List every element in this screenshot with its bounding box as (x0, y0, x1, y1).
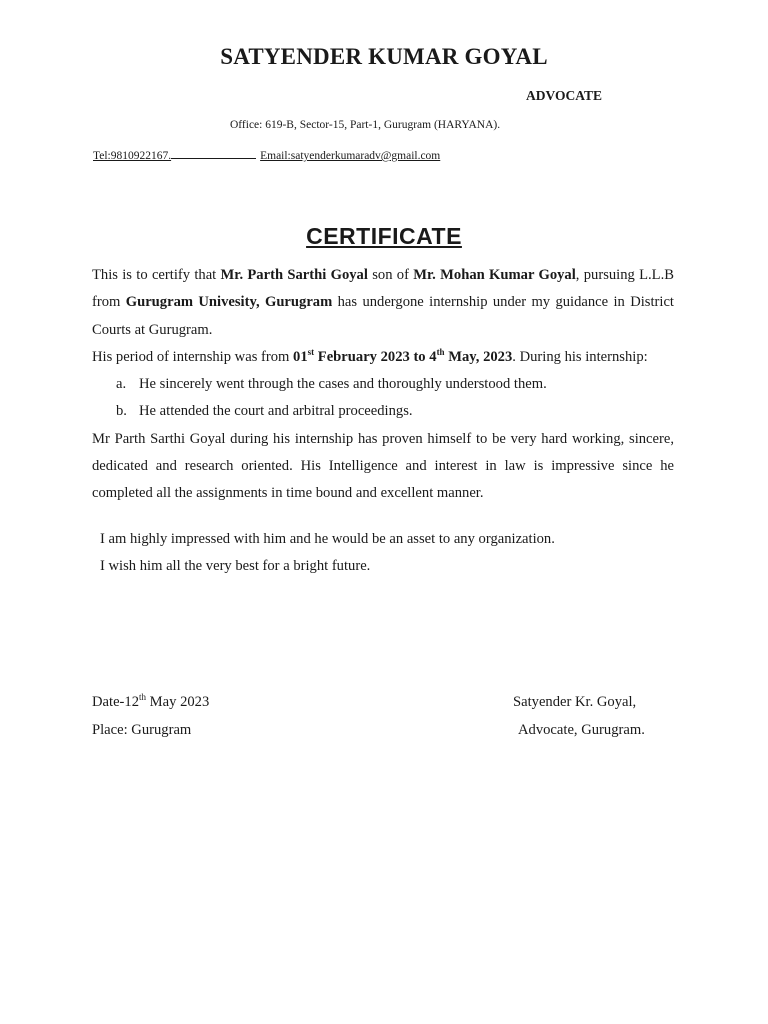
internship-period: 01st February 2023 to 4th May, 2023 (293, 347, 513, 365)
signature-block (92, 688, 674, 744)
signatory-name: Satyender Kr. Goyal, (513, 694, 637, 710)
list-item (92, 398, 674, 425)
signatory-designation: Advocate, Gurugram. (518, 722, 645, 738)
internship-activity-list (92, 371, 674, 426)
letterhead-name: SATYENDER KUMAR GOYAL (220, 44, 548, 69)
letterhead-email: Email:satyenderkumaradv@gmail.com (260, 150, 441, 162)
issue-date: Date-12th May 2023 (92, 692, 210, 710)
list-marker: b. (116, 403, 127, 420)
list-item (92, 371, 674, 398)
letterhead-role: ADVOCATE (526, 88, 602, 103)
document-title: CERTIFICATE (306, 223, 462, 249)
contact-divider-line (171, 148, 256, 159)
paragraph-certify: This is to certify that Mr. Parth Sarthi Goyal son of Mr. Mohan Kumar Goyal, pursuing L.L.B from Gurugram Univesity, Gurugram has undergone internship under my guidance in District Courts at Gurugram. (92, 267, 674, 338)
list-item-text: He sincerely went through the cases and thoroughly understood them. (139, 376, 547, 393)
letterhead-contact (93, 148, 440, 162)
closing-line: I am highly impressed with him and he would be an asset to any organization. (100, 530, 555, 547)
university-name: Gurugram Univesity, Gurugram (125, 294, 333, 311)
list-marker: a. (116, 376, 127, 393)
letterhead-office-address: Office: 619-B, Sector-15, Part-1, Gurugram (HARYANA). (230, 119, 501, 131)
closing-line: I wish him all the very best for a bright future. (100, 557, 371, 574)
letterhead-tel: Tel:9810922167. (93, 150, 172, 162)
father-name: Mr. Mohan Kumar Goyal (413, 267, 576, 283)
intern-name: Mr. Parth Sarthi Goyal (220, 267, 368, 283)
certificate-body (92, 262, 674, 580)
list-item-text: He attended the court and arbitral proceedings. (139, 403, 413, 420)
issue-place: Place: Gurugram (92, 722, 192, 738)
paragraph-period: His period of internship was from 01st February 2023 to 4th May, 2023. During his internship: (92, 347, 648, 365)
paragraph-assessment: Mr Parth Sarthi Goyal during his internship has proven himself to be very hard working, sincere, dedicated and research oriented. His Intelligence and interest in law is impressive since he completed all the assignments in time bound and excellent manner. (92, 430, 674, 502)
